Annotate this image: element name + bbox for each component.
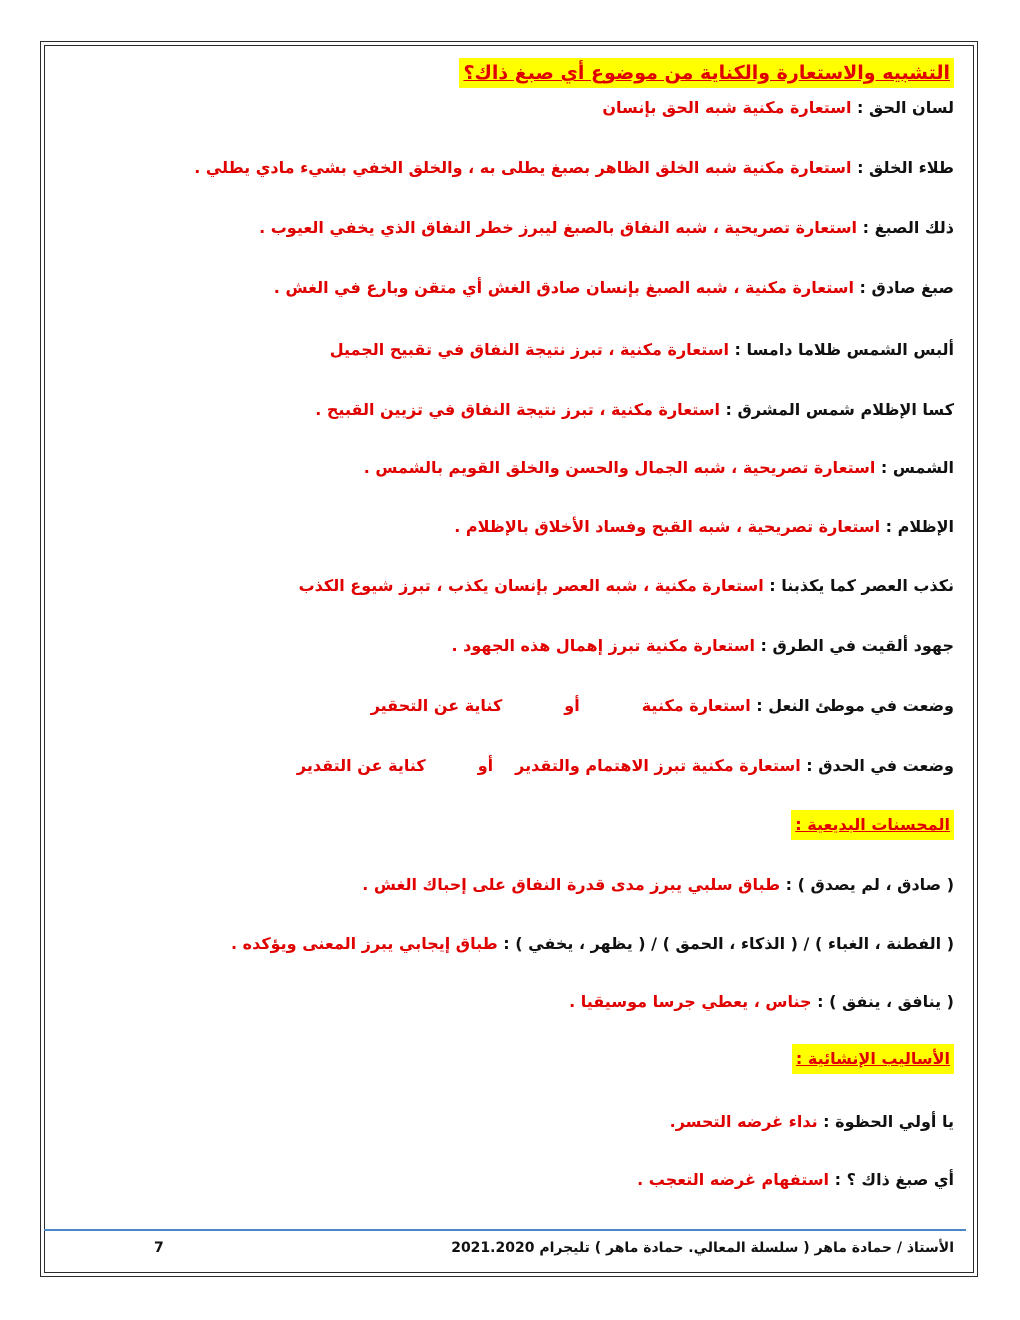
list-item: ذلك الصبغ : استعارة تصريحية ، شبه النفاق بالصبغ ليبرز خطر النفاق الذي يخفي العيوب . [259, 218, 954, 237]
list-item: نكذب العصر كما يكذبنا : استعارة مكنية ، شبه العصر بإنسان يكذب ، تبرز شيوع الكذب [298, 576, 954, 595]
list-item: ألبس الشمس ظلاما دامسا : استعارة مكنية ، تبرز نتيجة النفاق في تقبيح الجميل [329, 340, 954, 359]
choice-line: وضعت في الحدق : استعارة مكنية تبرز الاهتمام والتقديرأوكناية عن التقدير [296, 756, 954, 775]
list-item: لسان الحق : استعارة مكنية شبه الحق بإنسان [602, 98, 954, 117]
footer-divider [44, 1229, 966, 1231]
list-item: كسا الإظلام شمس المشرق : استعارة مكنية ، تبرز نتيجة النفاق في تزيين القبيح . [315, 400, 954, 419]
list-item: ( الفطنة ، الغباء ) / ( الذكاء ، الحمق ) / ( يظهر ، يخفي ) : طباق إيجابي يبرز المعنى ويؤكده . [231, 934, 954, 953]
page-number: 7 [154, 1240, 164, 1256]
list-item: جهود ألقيت في الطرق : استعارة مكنية تبرز إهمال هذه الجهود . [451, 636, 954, 655]
list-item: ( ينافق ، ينفق ) : جناس ، يعطي جرسا موسيقيا . [569, 992, 954, 1011]
section-heading-devices: المحسنات البديعية : [791, 810, 954, 840]
list-item: الشمس : استعارة تصريحية ، شبه الجمال والحسن والخلق القويم بالشمس . [363, 458, 954, 477]
choice-line: وضعت في موطئ النعل : استعارة مكنيةأوكناية عن التحقير [370, 696, 954, 715]
list-item: ( صادق ، لم يصدق ) : طباق سلبي يبرز مدى قدرة النفاق على إحباك الغش . [362, 875, 954, 894]
list-item: أي صبغ ذاك ؟ : استفهام غرضه التعجب . [637, 1170, 954, 1189]
list-item: يا أولي الحظوة : نداء غرضه التحسر. [669, 1112, 954, 1131]
section-heading-styles: الأساليب الإنشائية : [792, 1044, 954, 1074]
list-item: صبغ صادق : استعارة مكنية ، شبه الصبغ بإنسان صادق الغش أي متقن وبارع في الغش . [273, 278, 954, 297]
list-item: الإظلام : استعارة تصريحية ، شبه القبح وفساد الأخلاق بالإظلام . [454, 517, 954, 536]
footer-text: الأستاذ / حمادة ماهر ( سلسلة المعالي. حمادة ماهر ) تليجرام 2021.2020 [451, 1240, 954, 1256]
list-item: طلاء الخلق : استعارة مكنية شبه الخلق الظاهر بصبغ يطلى به ، والخلق الخفي بشيء مادي يطلي . [194, 158, 954, 177]
section-title: التشبيه والاستعارة والكناية من موضوع أي صبغ ذاك؟ [459, 58, 954, 88]
